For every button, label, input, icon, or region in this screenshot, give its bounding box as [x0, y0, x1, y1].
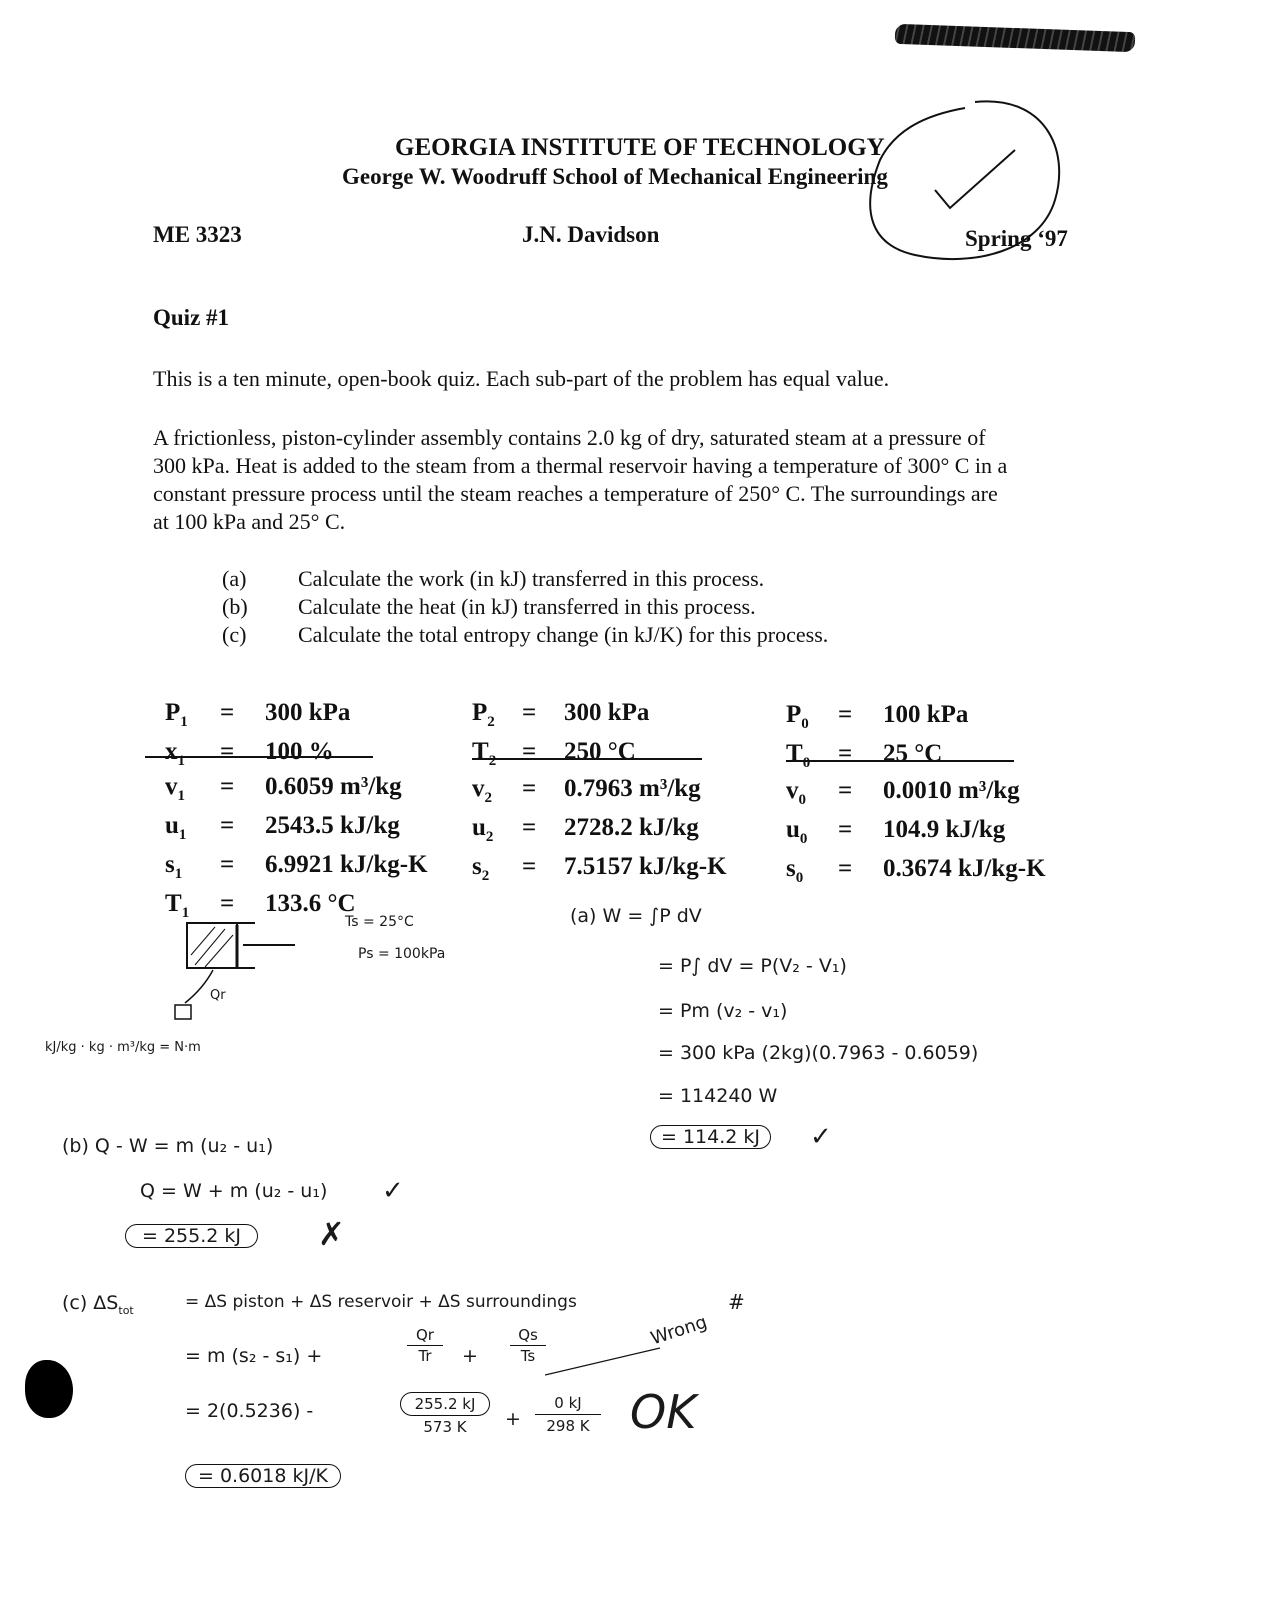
institution-title: GEORGIA INSTITUTE OF TECHNOLOGY — [395, 134, 885, 161]
part-b-line: Q = W + m (u₂ - u₁) — [140, 1180, 328, 1202]
state1-props: $v_1 = 0.6059$ m³/kg $u_1 = 2543.5$ kJ/kg $s_1 = 6.9921$ kJ/kg-K $T_1 = 133.6$ °C — [165, 773, 428, 921]
fraction-surroundings: 0 kJ 298 K — [535, 1392, 601, 1437]
quiz-instructions: This is a ten minute, open-book quiz. Each sub-part of the problem has equal value. — [153, 366, 890, 391]
symbol: $x_1$ — [165, 738, 185, 769]
value: 100 % — [265, 738, 334, 765]
part-label: (a) — [222, 566, 247, 591]
part-c-line: = m (s₂ - s₁) + — [185, 1345, 323, 1367]
grader-note-hash: # — [728, 1290, 745, 1314]
part-label: (b) — [222, 594, 248, 619]
problem-line: at 100 kPa and 25° C. — [153, 509, 346, 534]
problem-line: constant pressure process until the steam reaches a temperature of 250° C. The surroundings are — [153, 481, 998, 506]
annotation-pointer-line — [545, 1340, 665, 1380]
plus-sign: + — [462, 1345, 478, 1367]
quiz-title: Quiz #1 — [153, 305, 230, 330]
part-c-label: (c) $\Delta S_{tot}$ — [62, 1292, 134, 1317]
term: Spring ‘97 — [965, 226, 1068, 251]
part-a-line: = 300 kPa (2kg)(0.7963 - 0.6059) — [658, 1042, 979, 1064]
question-part — [222, 593, 828, 621]
course-code: ME 3323 — [153, 222, 242, 247]
problem-line: A frictionless, piston-cylinder assembly contains 2.0 kg of dry, saturated steam at a pressure of — [153, 425, 986, 450]
part-b-line: (b) Q - W = m (u₂ - u₁) — [62, 1135, 274, 1157]
check-mark-icon: ✓ — [810, 1122, 832, 1152]
equals: = — [220, 699, 235, 726]
question-parts — [222, 565, 828, 649]
state2-rule — [472, 758, 702, 760]
piston-cylinder-sketch — [165, 915, 305, 1030]
units-note: kJ/kg · kg · m³/kg = N·m — [45, 1040, 201, 1055]
part-c-line: = ΔS piston + ΔS reservoir + ΔS surroundings — [185, 1292, 577, 1312]
redacted-name-scribble — [895, 24, 1136, 52]
problem-statement — [153, 424, 1153, 536]
check-mark-icon: ✓ — [382, 1176, 404, 1206]
state0-rule — [786, 760, 1014, 762]
part-text: Calculate the work (in kJ) transferred in this process. — [298, 566, 765, 591]
grader-note-wrong: Wrong — [648, 1311, 710, 1350]
part-a-line: = 114240 W — [658, 1085, 778, 1107]
ink-blot — [25, 1360, 73, 1418]
part-text: Calculate the heat (in kJ) transferred in this process. — [298, 594, 756, 619]
state1-rule — [145, 756, 373, 758]
symbol: $P_1$ — [165, 699, 188, 730]
part-label: (c) — [222, 622, 247, 647]
part-a-line: = Pm (v₂ - v₁) — [658, 1000, 788, 1022]
school-name: George W. Woodruff School of Mechanical Engineering — [342, 164, 888, 189]
state2-props: $v_2 = 0.7963$ m³/kg $u_2 = 2728.2$ kJ/kg $s_2 = 7.5157$ kJ/kg-K — [472, 775, 727, 884]
part-c-line: = 2(0.5236) - — [185, 1400, 314, 1422]
sketch-note-qr: Qr — [210, 988, 226, 1003]
state1-given — [165, 698, 350, 776]
fraction-qr-tr: Qr Tr — [407, 1325, 443, 1366]
part-a-answer: = 114.2 kJ — [650, 1125, 771, 1149]
equals: = — [220, 738, 235, 765]
sketch-note-ts: Ts = 25°C — [345, 914, 414, 930]
part-text: Calculate the total entropy change (in kJ/K) for this process. — [298, 622, 829, 647]
part-a-line: (a) W = ∫P dV — [570, 905, 702, 927]
part-c-answer: = 0.6018 kJ/K — [185, 1465, 341, 1487]
question-part — [222, 565, 828, 593]
part-a-line: = P∫ dV = P(V₂ - V₁) — [658, 955, 847, 977]
value: 300 kPa — [265, 699, 351, 726]
state0-props: $v_0 = 0.0010$ m³/kg $u_0 = 104.9$ kJ/kg $s_0 = 0.3674$ kJ/kg-K — [786, 777, 1046, 886]
cross-mark-icon: ✗ — [318, 1215, 345, 1253]
fraction-qs-ts: Qs Ts — [510, 1325, 546, 1366]
instructor-name: J.N. Davidson — [522, 222, 660, 247]
question-part — [222, 621, 828, 649]
plus-sign: + — [505, 1408, 521, 1430]
fraction-reservoir: 255.2 kJ 573 K — [400, 1392, 490, 1438]
problem-line: 300 kPa. Heat is added to the steam from a thermal reservoir having a temperature of 300° C in a — [153, 453, 1008, 478]
sketch-note-ps: Ps = 100kPa — [358, 946, 446, 962]
state2-given: $P_2 = 300$ kPa $T_2 = 250$ °C — [472, 699, 650, 769]
grader-note-ok: OK — [630, 1385, 697, 1439]
part-b-answer: = 255.2 kJ — [125, 1224, 258, 1248]
state0-given: $P_0 = 100$ kPa $T_0 = 25$ °C — [786, 701, 969, 771]
